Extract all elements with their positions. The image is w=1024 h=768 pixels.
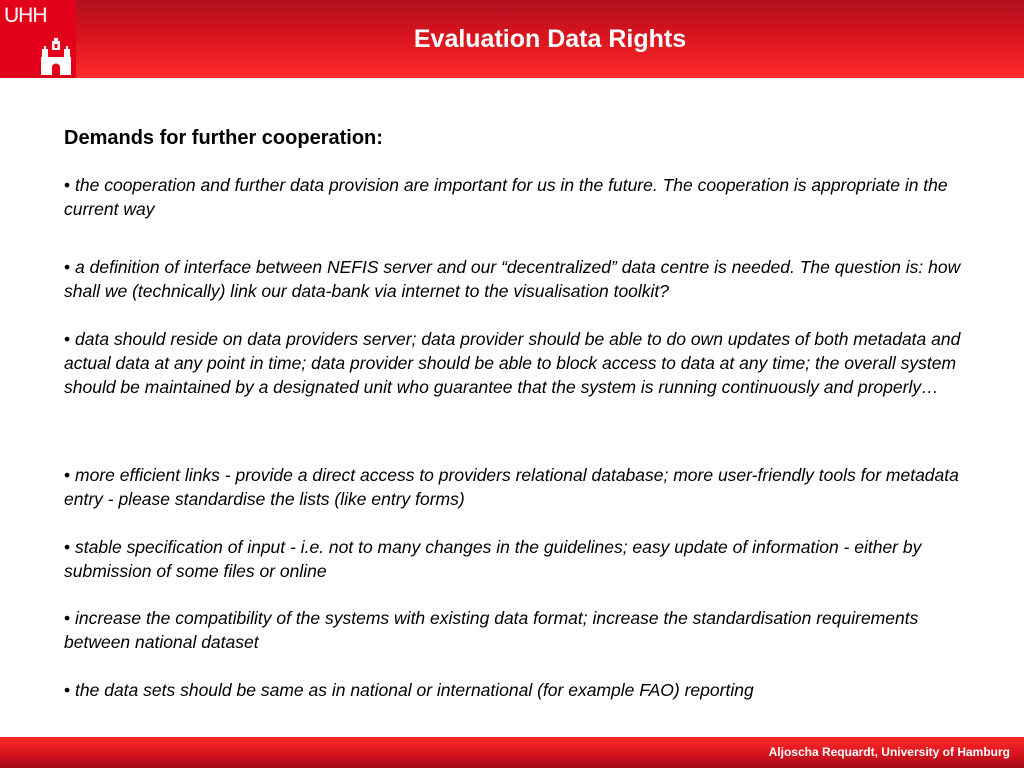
bullet-item (64, 678, 974, 702)
bullet-dot: • (64, 465, 71, 485)
bullet-item (64, 255, 974, 303)
footer-credit: Aljoscha Requardt, University of Hamburg (768, 745, 1010, 759)
bullet-dot: • (64, 257, 71, 277)
bullet-text: a definition of interface between NEFIS server and our “decentralized” data centre is needed. The question is: how shall we (technically) link our data-bank via internet to the visualisation toolkit? (64, 257, 961, 301)
slide-content (64, 125, 974, 700)
slide-title: Evaluation Data Rights (413, 25, 687, 53)
bullet-text: the data sets should be same as in national or international (for example FAO) reporting (75, 680, 754, 700)
university-logo (0, 0, 76, 78)
bullet-text: data should reside on data providers server; data provider should be able to do own updates of both metadata and actual data at any point in time; data provider should be able to block access to data at any time; the overall system should be maintained by a designated unit who guarantee that the system is running continuously and properly… (64, 329, 961, 397)
castle-icon (40, 38, 72, 75)
section-heading: Demands for further cooperation: (64, 127, 383, 149)
bullet-dot: • (64, 680, 71, 700)
footer-bar (0, 737, 1024, 768)
bullet-item (64, 535, 974, 583)
logo-text: UHH (4, 4, 47, 27)
bullet-item (64, 327, 974, 399)
bullet-dot: • (64, 175, 71, 195)
bullet-text: the cooperation and further data provision are important for us in the future. The cooperation is appropriate in the current way (64, 175, 948, 219)
bullet-dot: • (64, 329, 71, 349)
bullet-dot: • (64, 608, 71, 628)
bullet-text: more efficient links - provide a direct access to providers relational database; more user-friendly tools for metadata entry - please standardise the lists (like entry forms) (64, 465, 959, 509)
bullet-dot: • (64, 537, 71, 557)
bullet-item (64, 463, 974, 511)
bullet-item (64, 606, 974, 654)
bullet-item (64, 173, 974, 221)
header-bar (0, 0, 1024, 78)
bullet-text: stable specification of input - i.e. not to many changes in the guidelines; easy update of information - either by submission of some files or online (64, 537, 922, 581)
bullet-text: increase the compatibility of the systems with existing data format; increase the standardisation requirements between national dataset (64, 608, 919, 652)
